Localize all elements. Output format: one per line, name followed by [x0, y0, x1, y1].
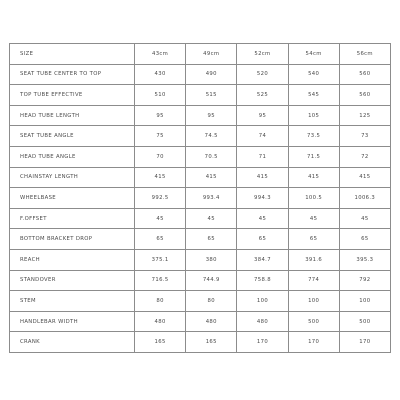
row-label-cell: SEAT TUBE CENTER TO TOP	[10, 64, 135, 85]
table-header-row	[10, 44, 391, 65]
value-cell: 560	[339, 85, 390, 106]
value-cell: 792	[339, 270, 390, 291]
value-cell: 72	[339, 146, 390, 167]
value-cell: 45	[339, 208, 390, 229]
value-cell: 545	[288, 85, 339, 106]
row-label-cell: HEAD TUBE ANGLE	[10, 146, 135, 167]
value-cell: 80	[186, 291, 237, 312]
value-cell: 430	[135, 64, 186, 85]
geometry-table	[9, 43, 391, 353]
row-label-cell: HANDLEBAR WIDTH	[10, 311, 135, 332]
value-cell: 1006.3	[339, 188, 390, 209]
table-row	[10, 126, 391, 147]
header-size-cell: 56cm	[339, 44, 390, 65]
value-cell: 716.5	[135, 270, 186, 291]
value-cell: 415	[135, 167, 186, 188]
value-cell: 993.4	[186, 188, 237, 209]
table-row	[10, 64, 391, 85]
table-row	[10, 167, 391, 188]
value-cell: 520	[237, 64, 288, 85]
table-row	[10, 270, 391, 291]
row-label-cell: WHEELBASE	[10, 188, 135, 209]
value-cell: 65	[339, 229, 390, 250]
value-cell: 500	[339, 311, 390, 332]
value-cell: 45	[288, 208, 339, 229]
value-cell: 75	[135, 126, 186, 147]
value-cell: 994.3	[237, 188, 288, 209]
value-cell: 395.3	[339, 249, 390, 270]
header-size-cell: 54cm	[288, 44, 339, 65]
value-cell: 100.5	[288, 188, 339, 209]
value-cell: 100	[339, 291, 390, 312]
row-label-cell: STANDOVER	[10, 270, 135, 291]
row-label-cell: HEAD TUBE LENGTH	[10, 105, 135, 126]
value-cell: 490	[186, 64, 237, 85]
value-cell: 65	[237, 229, 288, 250]
value-cell: 80	[135, 291, 186, 312]
value-cell: 100	[237, 291, 288, 312]
row-label-cell: SEAT TUBE ANGLE	[10, 126, 135, 147]
value-cell: 105	[288, 105, 339, 126]
header-size-cell: 49cm	[186, 44, 237, 65]
value-cell: 95	[237, 105, 288, 126]
value-cell: 100	[288, 291, 339, 312]
value-cell: 774	[288, 270, 339, 291]
row-label-cell: STEM	[10, 291, 135, 312]
value-cell: 480	[186, 311, 237, 332]
value-cell: 480	[237, 311, 288, 332]
row-label-cell: TOP TUBE EFFECTIVE	[10, 85, 135, 106]
table-row	[10, 229, 391, 250]
table-row	[10, 291, 391, 312]
value-cell: 170	[339, 332, 390, 353]
value-cell: 540	[288, 64, 339, 85]
value-cell: 500	[288, 311, 339, 332]
value-cell: 74.5	[186, 126, 237, 147]
value-cell: 758.8	[237, 270, 288, 291]
value-cell: 45	[135, 208, 186, 229]
value-cell: 95	[186, 105, 237, 126]
value-cell: 415	[339, 167, 390, 188]
row-label-cell: F.OFFSET	[10, 208, 135, 229]
table-row	[10, 146, 391, 167]
value-cell: 45	[186, 208, 237, 229]
table-row	[10, 105, 391, 126]
value-cell: 375.1	[135, 249, 186, 270]
value-cell: 380	[186, 249, 237, 270]
value-cell: 95	[135, 105, 186, 126]
value-cell: 391.6	[288, 249, 339, 270]
value-cell: 65	[186, 229, 237, 250]
value-cell: 510	[135, 85, 186, 106]
value-cell: 71	[237, 146, 288, 167]
value-cell: 45	[237, 208, 288, 229]
value-cell: 125	[339, 105, 390, 126]
header-size-cell: 43cm	[135, 44, 186, 65]
value-cell: 70.5	[186, 146, 237, 167]
value-cell: 525	[237, 85, 288, 106]
value-cell: 992.5	[135, 188, 186, 209]
header-size-cell: 52cm	[237, 44, 288, 65]
table-row	[10, 332, 391, 353]
value-cell: 74	[237, 126, 288, 147]
row-label-cell: CRANK	[10, 332, 135, 353]
geometry-table-body	[10, 44, 391, 353]
value-cell: 560	[339, 64, 390, 85]
value-cell: 515	[186, 85, 237, 106]
value-cell: 480	[135, 311, 186, 332]
table-row	[10, 208, 391, 229]
row-label-cell: CHAINSTAY LENGTH	[10, 167, 135, 188]
value-cell: 71.5	[288, 146, 339, 167]
value-cell: 415	[288, 167, 339, 188]
header-label-cell: SIZE	[10, 44, 135, 65]
table-row	[10, 249, 391, 270]
table-row	[10, 311, 391, 332]
value-cell: 70	[135, 146, 186, 167]
value-cell: 415	[186, 167, 237, 188]
value-cell: 165	[135, 332, 186, 353]
value-cell: 165	[186, 332, 237, 353]
value-cell: 65	[288, 229, 339, 250]
row-label-cell: REACH	[10, 249, 135, 270]
value-cell: 170	[237, 332, 288, 353]
value-cell: 170	[288, 332, 339, 353]
value-cell: 73	[339, 126, 390, 147]
row-label-cell: BOTTOM BRACKET DROP	[10, 229, 135, 250]
value-cell: 744.9	[186, 270, 237, 291]
value-cell: 415	[237, 167, 288, 188]
value-cell: 73.5	[288, 126, 339, 147]
table-row	[10, 85, 391, 106]
value-cell: 65	[135, 229, 186, 250]
table-row	[10, 188, 391, 209]
value-cell: 384.7	[237, 249, 288, 270]
